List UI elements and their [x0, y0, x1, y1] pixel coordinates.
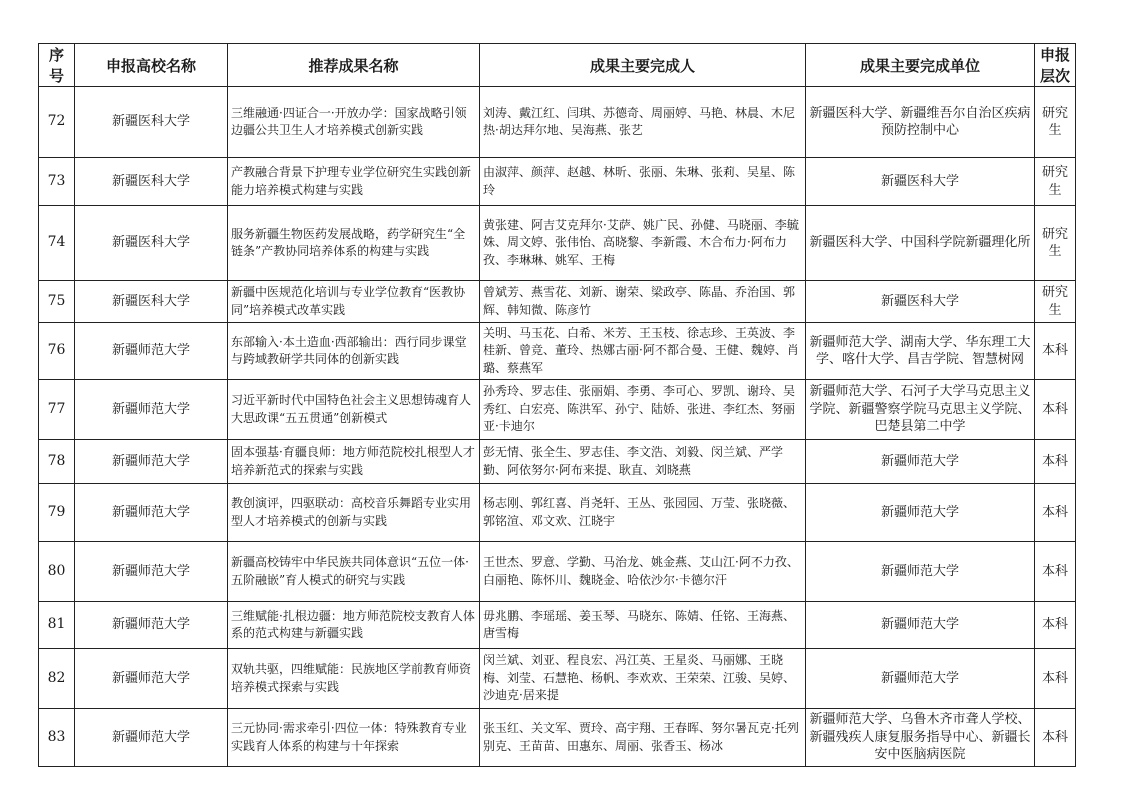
row-people: 孙秀玲、罗志佳、张丽娟、李勇、李可心、罗凯、谢玲、吴秀红、白宏亮、陈洪军、孙宁、陆娇、张进、李红杰、努丽亚·卡迪尔 [480, 380, 806, 440]
table-row [39, 87, 1076, 158]
achievement-table [38, 43, 1076, 767]
row-school: 新疆师范大学 [75, 323, 228, 380]
row-people: 张玉红、关文军、贾玲、高宇翔、王春晖、努尔暑瓦克·托列别克、王苗苗、田惠东、周丽、张香玉、杨冰 [480, 709, 806, 767]
row-units: 新疆医科大学 [806, 158, 1035, 206]
row-school: 新疆师范大学 [75, 380, 228, 440]
row-units: 新疆医科大学 [806, 281, 1035, 323]
row-level: 研究生 [1035, 158, 1076, 206]
row-units: 新疆师范大学 [806, 602, 1035, 649]
row-school: 新疆医科大学 [75, 206, 228, 281]
row-school: 新疆师范大学 [75, 440, 228, 484]
row-school: 新疆医科大学 [75, 158, 228, 206]
row-no: 79 [39, 484, 75, 542]
row-level: 研究生 [1035, 281, 1076, 323]
row-title: 双轨共驱，四维赋能：民族地区学前教育师资培养模式探索与实践 [228, 649, 480, 709]
table-row [39, 484, 1076, 542]
row-no: 80 [39, 542, 75, 602]
header-no: 序号 [39, 44, 75, 87]
header-title: 推荐成果名称 [228, 44, 480, 87]
row-school: 新疆医科大学 [75, 87, 228, 158]
row-no: 77 [39, 380, 75, 440]
row-level: 本科 [1035, 649, 1076, 709]
row-level: 本科 [1035, 440, 1076, 484]
row-people: 彭无情、张全生、罗志佳、李文浩、刘毅、闵兰斌、严学勤、阿依努尔·阿布来提、耿直、刘晓燕 [480, 440, 806, 484]
row-title: 三维赋能·扎根边疆：地方师范院校支教育人体系的范式构建与新疆实践 [228, 602, 480, 649]
row-title: 东部输入·本土造血·西部输出：西行同步课堂与跨域教研学共同体的创新实践 [228, 323, 480, 380]
row-school: 新疆师范大学 [75, 649, 228, 709]
row-title: 新疆中医规范化培训与专业学位教育“医教协同”培养模式改革实践 [228, 281, 480, 323]
header-units: 成果主要完成单位 [806, 44, 1035, 87]
row-level: 研究生 [1035, 206, 1076, 281]
row-title: 服务新疆生物医药发展战略，药学研究生“全链条”产教协同培养体系的构建与实践 [228, 206, 480, 281]
row-title: 固本强基·育疆良师：地方师范院校扎根型人才培养新范式的探索与实践 [228, 440, 480, 484]
row-no: 73 [39, 158, 75, 206]
row-people: 杨志刚、郭红喜、肖尧轩、王丛、张园园、万莹、张晓薇、郭铭渲、邓文欢、江晓宇 [480, 484, 806, 542]
row-people: 曾斌芳、燕雪花、刘新、谢荣、梁政亭、陈晶、乔治国、郭辉、韩知微、陈彦竹 [480, 281, 806, 323]
table-row [39, 440, 1076, 484]
row-no: 75 [39, 281, 75, 323]
row-units: 新疆师范大学、乌鲁木齐市聋人学校、新疆残疾人康复服务指导中心、新疆长安中医脑病医院 [806, 709, 1035, 767]
row-units: 新疆师范大学 [806, 649, 1035, 709]
row-units: 新疆师范大学 [806, 440, 1035, 484]
header-level: 申报层次 [1035, 44, 1076, 87]
row-level: 本科 [1035, 380, 1076, 440]
table-row [39, 206, 1076, 281]
row-level: 本科 [1035, 542, 1076, 602]
row-units: 新疆师范大学 [806, 542, 1035, 602]
row-units: 新疆师范大学、湖南大学、华东理工大学、喀什大学、昌吉学院、智慧树网 [806, 323, 1035, 380]
row-no: 74 [39, 206, 75, 281]
row-title: 习近平新时代中国特色社会主义思想铸魂育人大思政课“五五贯通”创新模式 [228, 380, 480, 440]
row-school: 新疆师范大学 [75, 484, 228, 542]
row-level: 本科 [1035, 709, 1076, 767]
table-row [39, 542, 1076, 602]
row-no: 81 [39, 602, 75, 649]
row-units: 新疆医科大学、中国科学院新疆理化所 [806, 206, 1035, 281]
row-people: 王世杰、罗意、学勤、马治龙、姚金燕、艾山江·阿不力孜、白丽艳、陈怀川、魏晓金、哈依沙尔·卡德尔汗 [480, 542, 806, 602]
row-level: 本科 [1035, 602, 1076, 649]
row-no: 76 [39, 323, 75, 380]
row-school: 新疆医科大学 [75, 281, 228, 323]
table-row [39, 158, 1076, 206]
row-level: 研究生 [1035, 87, 1076, 158]
row-no: 78 [39, 440, 75, 484]
row-school: 新疆师范大学 [75, 709, 228, 767]
row-school: 新疆师范大学 [75, 542, 228, 602]
table-row [39, 602, 1076, 649]
row-title: 三元协同·需求牵引·四位一体：特殊教育专业实践育人体系的构建与十年探索 [228, 709, 480, 767]
table-row [39, 323, 1076, 380]
header-people: 成果主要完成人 [480, 44, 806, 87]
row-title: 三维融通·四证合一·开放办学：国家战略引领边疆公共卫生人才培养模式创新实践 [228, 87, 480, 158]
row-title: 产教融合背景下护理专业学位研究生实践创新能力培养模式构建与实践 [228, 158, 480, 206]
row-people: 毋兆鹏、李瑶瑶、姜玉琴、马晓东、陈婧、任铭、王海燕、唐雪梅 [480, 602, 806, 649]
row-title: 新疆高校铸牢中华民族共同体意识“五位一体·五阶融嵌”育人模式的研究与实践 [228, 542, 480, 602]
row-no: 72 [39, 87, 75, 158]
row-people: 刘涛、戴江红、闫琪、苏德奇、周丽婷、马艳、林晨、木尼热·胡达拜尔地、吴海燕、张艺 [480, 87, 806, 158]
row-people: 关明、马玉花、白希、米芳、王玉枝、徐志珍、王英波、李桂新、曾竞、董玲、热娜古丽·阿不都合曼、王健、魏婷、肖璐、蔡燕军 [480, 323, 806, 380]
table-row [39, 709, 1076, 767]
table-row [39, 649, 1076, 709]
header-school: 申报高校名称 [75, 44, 228, 87]
row-people: 闵兰斌、刘亚、程良宏、冯江英、王星炎、马丽娜、王晓梅、刘莹、石慧艳、杨帆、李欢欢、王荣荣、江骏、吴婷、沙迪克·居来提 [480, 649, 806, 709]
row-units: 新疆师范大学、石河子大学马克思主义学院、新疆警察学院马克思主义学院、巴楚县第二中学 [806, 380, 1035, 440]
table-row [39, 281, 1076, 323]
row-level: 本科 [1035, 323, 1076, 380]
row-level: 本科 [1035, 484, 1076, 542]
row-units: 新疆医科大学、新疆维吾尔自治区疾病预防控制中心 [806, 87, 1035, 158]
row-people: 黄张建、阿吉艾克拜尔·艾萨、姚广民、孙健、马晓丽、李毓姝、周文婷、张伟怡、高晓黎、李新霞、木合布力·阿布力孜、李琳琳、姚军、王梅 [480, 206, 806, 281]
row-school: 新疆师范大学 [75, 602, 228, 649]
row-people: 由淑萍、颜萍、赵越、林昕、张丽、朱琳、张莉、吴星、陈玲 [480, 158, 806, 206]
row-units: 新疆师范大学 [806, 484, 1035, 542]
row-no: 82 [39, 649, 75, 709]
row-no: 83 [39, 709, 75, 767]
row-title: 教创演评，四驱联动：高校音乐舞蹈专业实用型人才培养模式的创新与实践 [228, 484, 480, 542]
table-row [39, 380, 1076, 440]
header-row [39, 44, 1076, 87]
